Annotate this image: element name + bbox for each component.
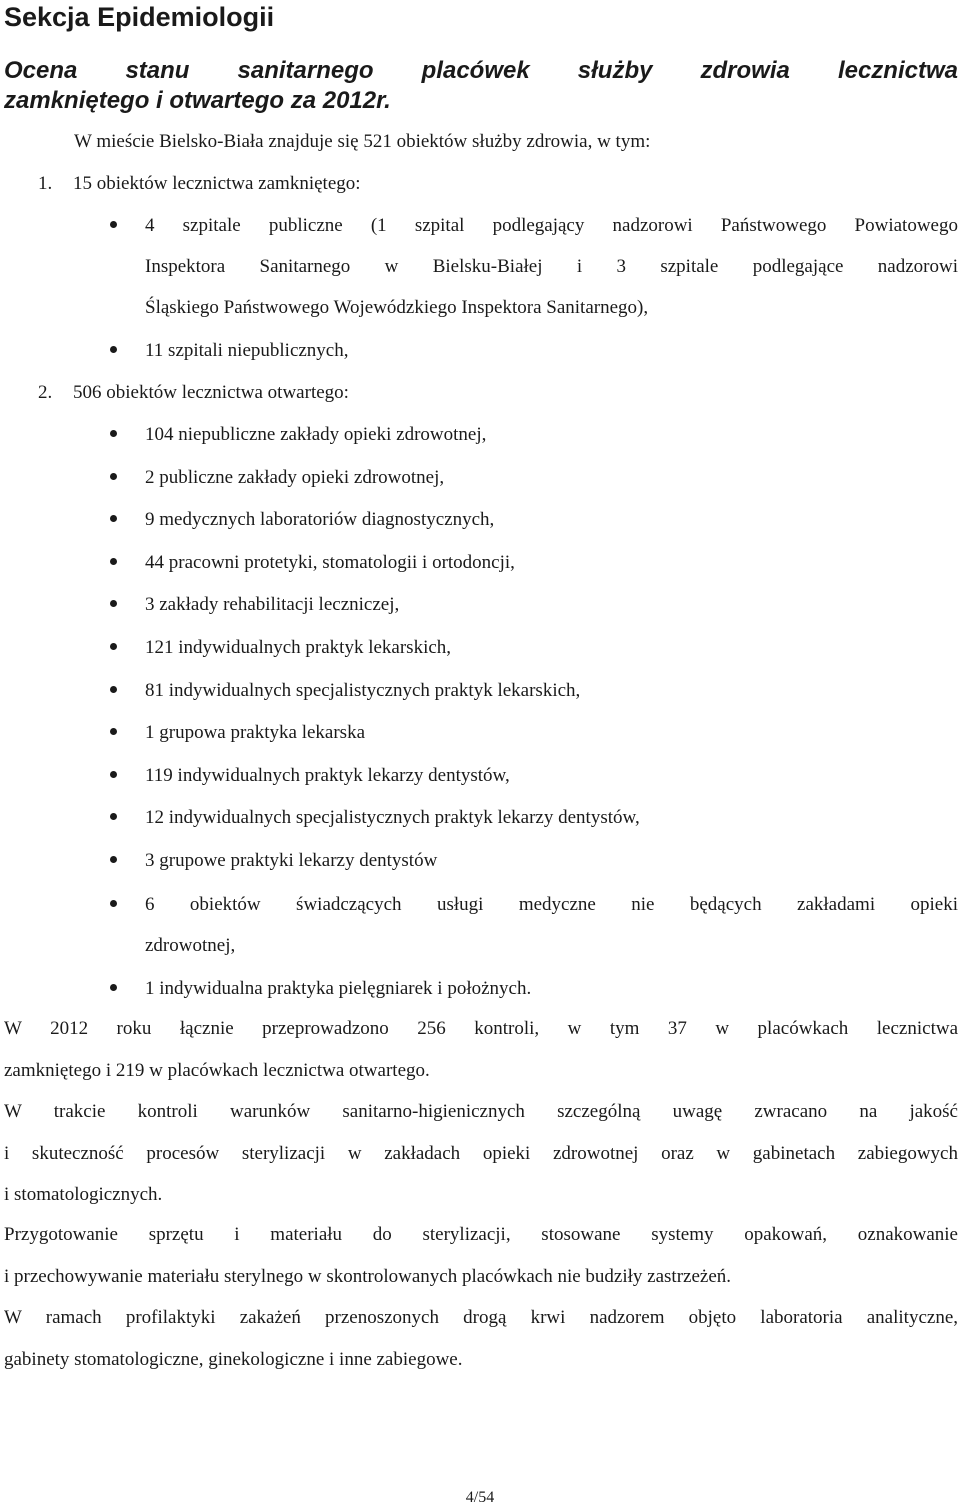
list-item-line: 3 grupowe praktyki lekarzy dentystów — [145, 850, 438, 871]
paragraph-line: W trakcie kontroli warunków sanitarno-higienicznych szczególną uwagę zwracano na jakość — [4, 1101, 958, 1122]
list-item — [145, 670, 958, 711]
list-item — [145, 968, 958, 1009]
list-item — [145, 584, 958, 625]
list-item — [145, 840, 958, 881]
list-item-line: 104 niepubliczne zakłady opieki zdrowotnej, — [145, 424, 487, 445]
list-item-line: 12 indywidualnych specjalistycznych praktyk lekarzy dentystów, — [145, 807, 640, 828]
group-label — [38, 378, 349, 408]
list-item-line: 119 indywidualnych praktyk lekarzy dentystów, — [145, 765, 510, 786]
paragraph-line: zamkniętego i 219 w placówkach lecznictwa otwartego. — [4, 1059, 430, 1081]
list-item — [145, 457, 958, 498]
subheading-line: Ocena stanu sanitarnego placówek służby zdrowia lecznictwa — [4, 57, 958, 84]
list-item-line: 44 pracowni protetyki, stomatologii i ortodoncji, — [145, 552, 515, 573]
paragraph-line: i stomatologicznych. — [4, 1184, 163, 1205]
list-item — [145, 542, 958, 583]
list-item-line: 9 medycznych laboratoriów diagnostycznych, — [145, 509, 495, 530]
list-item-line: 4 szpitale publiczne (1 szpital podlegający nadzorowi Państwowego Powiatowego — [145, 215, 958, 236]
subheading-line: zamkniętego i otwartego za 2012r. — [4, 87, 391, 114]
document-subheading — [4, 56, 958, 116]
list-item-line: 1 indywidualna praktyka pielęgniarek i położnych. — [145, 978, 532, 999]
paragraph-line: i skuteczność procesów sterylizacji w zakładach opieki zdrowotnej oraz w gabinetach zabiegowych — [4, 1142, 958, 1164]
list-item-line: 11 szpitali niepublicznych, — [145, 340, 349, 361]
list-item-line: 121 indywidualnych praktyk lekarskich, — [145, 637, 452, 658]
page-number: 4/54 — [465, 1489, 495, 1506]
list-item-line: Inspektora Sanitarnego w Bielsku-Białej i 3 szpitale podlegające nadzorowi — [145, 256, 958, 277]
body-paragraph — [4, 1214, 958, 1297]
list-item — [145, 884, 958, 966]
list-item-line: 2 publiczne zakłady opieki zdrowotnej, — [145, 467, 445, 488]
list-item — [145, 499, 958, 540]
list-item-line: 3 zakłady rehabilitacji leczniczej, — [145, 594, 400, 615]
list-item — [145, 330, 958, 371]
body-paragraph — [4, 1297, 958, 1380]
list-item — [145, 797, 958, 838]
list-item-line: 6 obiektów świadczących usługi medyczne nie będących zakładami opieki — [145, 894, 958, 915]
group-label-text: 506 obiektów lecznictwa otwartego: — [73, 382, 349, 403]
section-heading: Sekcja Epidemiologii — [4, 2, 275, 32]
list-item — [145, 205, 958, 328]
paragraph-line: W ramach profilaktyki zakażeń przenoszonych drogą krwi nadzorem objęto laboratoria analityczne, — [4, 1307, 958, 1328]
body-paragraph — [4, 1008, 958, 1091]
list-item-line: 81 indywidualnych specjalistycznych praktyk lekarskich, — [145, 680, 581, 701]
paragraph-line: Przygotowanie sprzętu i materiału do sterylizacji, stosowane systemy opakowań, oznakowanie — [4, 1224, 958, 1245]
list-item-line: zdrowotnej, — [145, 935, 236, 956]
list-item-line: Śląskiego Państwowego Wojewódzkiego Inspektora Sanitarnego), — [145, 297, 649, 318]
list-item-line: 1 grupowa praktyka lekarska — [145, 722, 366, 743]
body-paragraph — [4, 1091, 958, 1216]
group-label — [38, 169, 361, 199]
list-item — [145, 627, 958, 668]
list-item — [145, 755, 958, 796]
group-number: 2. — [38, 382, 53, 403]
group-label-text: 15 obiektów lecznictwa zamkniętego: — [73, 173, 361, 194]
intro-text: W mieście Bielsko-Biała znajduje się 521 obiektów służby zdrowia, w tym: — [74, 131, 651, 152]
paragraph-line: W 2012 roku łącznie przeprowadzono 256 kontroli, w tym 37 w placówkach lecznictwa — [4, 1018, 958, 1039]
list-item — [145, 414, 958, 455]
list-item — [145, 712, 958, 753]
paragraph-line: gabinety stomatologiczne, ginekologiczne i inne zabiegowe. — [4, 1348, 463, 1370]
group-number: 1. — [38, 173, 53, 194]
paragraph-line: i przechowywanie materiału sterylnego w skontrolowanych placówkach nie budziły zastrzeżeń. — [4, 1265, 732, 1287]
